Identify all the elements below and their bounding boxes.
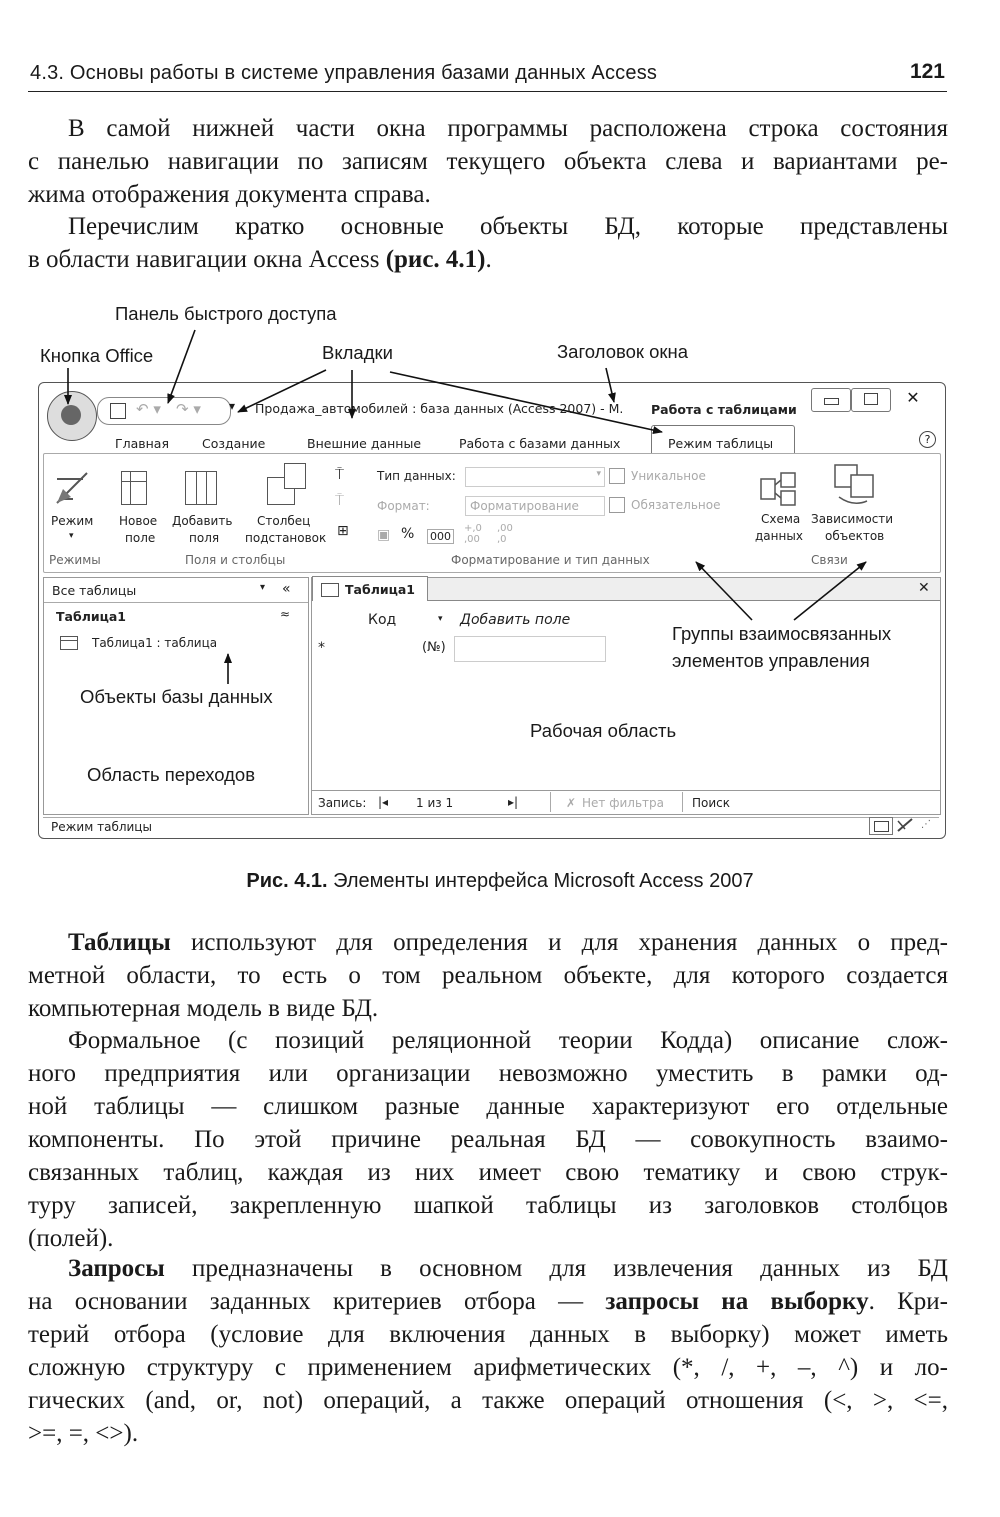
text-line: сложную структуру с применением арифметических (*, /, +, –, ^) и ло- xyxy=(28,1354,948,1381)
text-line: ной таблицы — слишком разные данные характеризуют его отдельные xyxy=(28,1093,948,1120)
nav-pane-title: Все таблицы xyxy=(52,583,137,598)
data-type-label: Тип данных: xyxy=(377,469,456,483)
nav-pane-dropdown-icon[interactable]: ▾ xyxy=(260,582,266,593)
text-line: компьютерная модель в виде БД. xyxy=(28,995,379,1022)
format-label: Формат: xyxy=(377,499,430,513)
search-box[interactable]: Поиск xyxy=(692,796,731,810)
term-tables: Таблицы xyxy=(68,929,171,956)
text-line: с панелью навигации по записям текущего объекта слева и вариантами ре- xyxy=(28,148,948,175)
text-line: >=, =, <>). xyxy=(28,1420,139,1447)
percent-button[interactable]: % xyxy=(401,526,415,542)
paragraph-formal-description xyxy=(28,1024,948,1255)
undo-icon[interactable]: ↶ ▾ xyxy=(136,400,161,418)
last-record-icon[interactable]: ▸| xyxy=(508,795,519,809)
text-line: Формальное (с позиций реляционной теории Кодда) описание слож- xyxy=(68,1027,948,1054)
nav-item-table1[interactable]: Таблица1 : таблица xyxy=(92,636,218,650)
filter-status[interactable]: Нет фильтра xyxy=(582,796,664,810)
nav-group-collapse-icon[interactable]: ≈ xyxy=(280,607,291,621)
arrow-groups-right xyxy=(794,562,866,620)
relationships-label-1[interactable]: Схема xyxy=(761,512,801,526)
group-label-format: Форматирование и тип данных xyxy=(451,553,650,567)
record-position[interactable]: 1 из 1 xyxy=(416,796,454,810)
arrow-tab-datasheet xyxy=(390,372,662,432)
column-sort-icon[interactable]: ▾ xyxy=(438,614,443,624)
first-record-icon[interactable]: |◂ xyxy=(378,795,389,809)
caption-label: Рис. 4.1. xyxy=(246,870,328,892)
relationships-label-2[interactable]: данных xyxy=(755,529,803,543)
callout-groups-1: Группы взаимосвязанных xyxy=(672,623,892,644)
callout-db-objects: Объекты базы данных xyxy=(80,686,273,707)
rename-column-icon[interactable]: ⊞ xyxy=(337,523,349,539)
running-title: 4.3. Основы работы в системе управления базами данных Access xyxy=(30,62,658,84)
text-line: ного предприятия или организации невозможно уместить в рамки од- xyxy=(28,1060,948,1087)
text-line: жима отображения документа справа. xyxy=(28,181,431,208)
mode-button-label[interactable]: Режим xyxy=(51,514,94,528)
group-label-links: Связи xyxy=(811,553,848,567)
callout-tabs: Вкладки xyxy=(322,342,393,363)
tab-create[interactable]: Создание xyxy=(202,436,266,451)
filter-icon[interactable]: ✗ xyxy=(566,796,577,810)
increase-decimals-icon[interactable]: +,0 ,00 xyxy=(464,523,482,545)
callout-office-button: Кнопка Office xyxy=(40,345,154,366)
nav-pane-collapse-icon[interactable]: « xyxy=(282,581,291,597)
help-icon[interactable]: ? xyxy=(919,431,936,448)
status-bar-text: Режим таблицы xyxy=(51,820,152,834)
text-line: метной области, то есть о том реальном объекте, для которого создается xyxy=(28,962,948,989)
new-field-label-1[interactable]: Новое xyxy=(119,514,158,528)
mode-dropdown-icon[interactable]: ▾ xyxy=(69,531,74,541)
dependencies-label-2[interactable]: объектов xyxy=(825,529,885,543)
customize-qat-icon[interactable]: ▾ xyxy=(229,399,236,413)
group-label-modes: Режимы xyxy=(49,553,101,567)
callout-workspace: Рабочая область xyxy=(530,720,677,741)
text-line xyxy=(28,926,948,959)
column-header-code[interactable]: Код xyxy=(368,612,397,628)
new-record-marker: * xyxy=(318,640,325,656)
column-header-add-field[interactable]: Добавить поле xyxy=(460,612,571,628)
lookup-column-label-2[interactable]: подстановок xyxy=(245,531,327,545)
tab-home[interactable]: Главная xyxy=(115,436,169,451)
unique-label: Уникальное xyxy=(631,469,706,483)
term-select-queries: запросы на выборку xyxy=(605,1288,869,1315)
add-fields-label-1[interactable]: Добавить xyxy=(172,514,233,528)
text-line: связанных таблиц, каждая из них имеет свою тематику и свою струк- xyxy=(28,1159,948,1186)
arrow-tab-create xyxy=(238,370,326,412)
close-window-button[interactable]: ✕ xyxy=(906,388,920,407)
context-tab-label: Работа с таблицами xyxy=(651,402,797,417)
text-line xyxy=(28,1252,948,1285)
paragraph-tables xyxy=(28,926,948,1025)
new-field-label-2[interactable]: поле xyxy=(125,531,156,545)
figure-caption xyxy=(0,870,1000,893)
decrease-decimals-icon[interactable]: ,00 ,0 xyxy=(497,523,513,545)
text-line xyxy=(28,1285,948,1318)
text-line: гических (and, or, not) операций, а также операций отношения (<, >, <=, xyxy=(28,1387,948,1414)
page-number: 121 xyxy=(909,60,945,83)
dependencies-label-1[interactable]: Зависимости xyxy=(811,512,894,526)
format-select-value: Форматирование xyxy=(470,499,579,513)
tab-datasheet-label: Режим таблицы xyxy=(668,436,774,451)
nav-group-header[interactable]: Таблица1 xyxy=(56,609,127,624)
arrow-window-title xyxy=(606,368,614,402)
tab-database-tools[interactable]: Работа с базами данных xyxy=(459,436,621,451)
redo-icon[interactable]: ↷ ▾ xyxy=(176,400,201,418)
chevron-down-icon: ▾ xyxy=(596,469,601,479)
delete-column-icon[interactable]: ⍑ xyxy=(335,491,345,509)
callout-quick-access: Панель быстрого доступа xyxy=(115,303,337,324)
term-queries: Запросы xyxy=(68,1255,165,1282)
document-tab-label: Таблица1 xyxy=(345,582,416,597)
currency-icon[interactable]: ▣ xyxy=(377,527,391,543)
text-run: . xyxy=(485,246,492,273)
caption-text: Элементы интерфейса Microsoft Access 2007 xyxy=(327,870,754,892)
text-line: туру записей, закрепленную шапкой таблицы из заголовков столбцов xyxy=(28,1192,948,1219)
paragraph-queries xyxy=(28,1252,948,1450)
text-line: терий отбора (условие для включения данных в выборку) может иметь xyxy=(28,1321,948,1348)
callout-groups-2: элементов управления xyxy=(672,650,870,671)
new-record-id-cell[interactable]: (№) xyxy=(422,640,446,655)
text-run: на основании заданных критериев отбора — xyxy=(28,1288,606,1315)
thousands-button[interactable]: 000 xyxy=(427,529,454,544)
callout-window-title: Заголовок окна xyxy=(557,341,689,362)
text-run: предназначены в основном для извлечения данных из БД xyxy=(164,1255,948,1282)
figure-reference: (рис. 4.1) xyxy=(385,246,486,273)
tab-external-data[interactable]: Внешние данные xyxy=(307,436,422,451)
window-title: Продажа_автомобилей : база данных (Access 2007) - M. xyxy=(255,401,624,416)
group-label-fields: Поля и столбцы xyxy=(185,553,286,567)
text-line: компоненты. По этой причине реальная БД — совокупность взаимо- xyxy=(28,1126,948,1153)
text-line: Перечислим кратко основные объекты БД, которые представлены xyxy=(68,213,948,240)
arrow-quick-access xyxy=(168,330,195,403)
record-label: Запись: xyxy=(318,796,367,810)
text-run: в области навигации окна Access xyxy=(28,246,386,273)
add-fields-label-2[interactable]: поля xyxy=(189,531,220,545)
lookup-column-label-1[interactable]: Столбец xyxy=(257,514,311,528)
callout-nav-area: Область переходов xyxy=(87,764,256,785)
insert-column-icon[interactable]: ⍑ xyxy=(335,465,345,483)
arrow-groups-left xyxy=(696,562,752,620)
text-line: (полей). xyxy=(28,1225,114,1252)
text-run: используют для определения и для хранения данных о пред- xyxy=(170,929,948,956)
text-line: В самой нижней части окна программы расположена строка состояния xyxy=(68,115,948,142)
resize-grip-icon[interactable]: ⋰ xyxy=(921,819,931,830)
required-label: Обязательное xyxy=(631,498,721,512)
text-run: . Кри- xyxy=(868,1288,948,1315)
close-document-icon[interactable]: ✕ xyxy=(918,580,930,596)
